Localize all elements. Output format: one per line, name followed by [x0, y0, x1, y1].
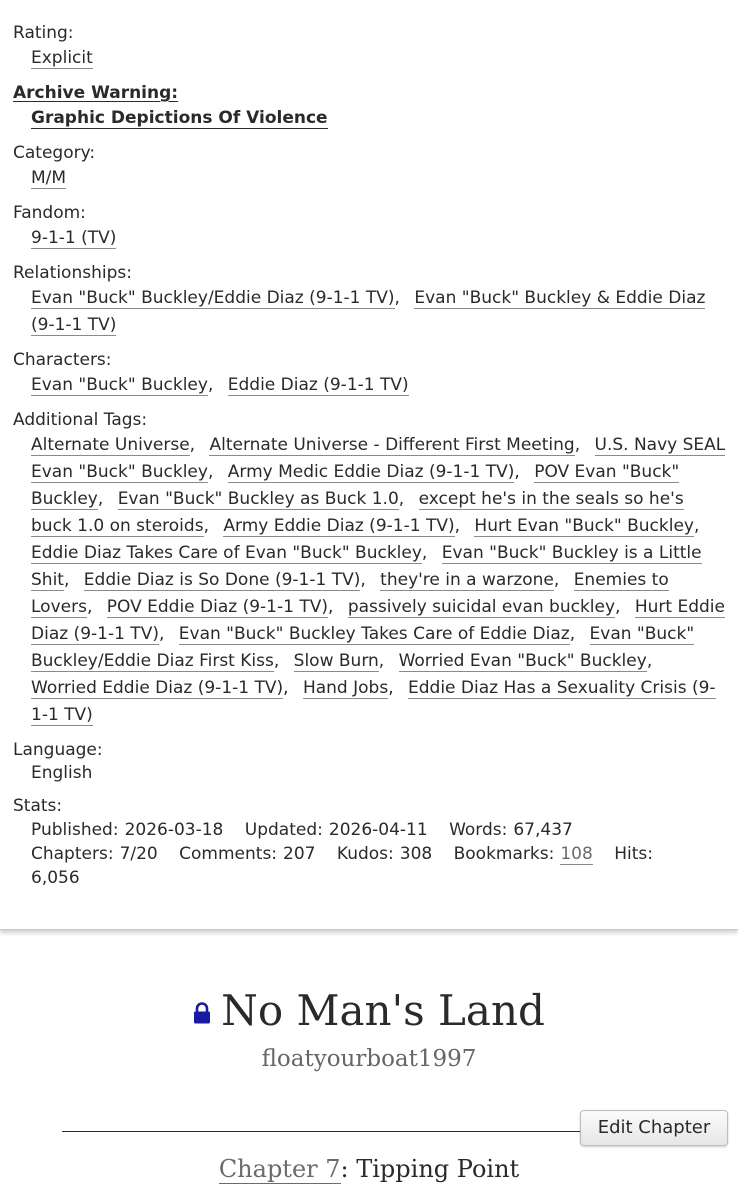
stat-bookmarks [454, 844, 593, 864]
tag-link[interactable]: Slow Burn [293, 651, 379, 671]
relationships-group [13, 262, 726, 339]
tag-link[interactable]: POV Evan "Buck" Buckley [31, 462, 680, 509]
language-group [13, 739, 726, 785]
stat-chapters-value: 7/20 [119, 844, 158, 864]
work-title-text: No Man's Land [221, 986, 545, 1035]
tag-separator: , [189, 435, 196, 455]
language-label: Language: [13, 740, 103, 760]
tag-separator: , [394, 288, 400, 308]
stat-updated [245, 820, 428, 840]
stat-words-value: 67,437 [513, 820, 573, 840]
additional-tags-values [13, 432, 726, 729]
tag-link[interactable]: Hurt Evan "Buck" Buckley [474, 516, 694, 536]
rating-label: Rating: [13, 23, 74, 43]
tag-link[interactable]: except he's in the seals so he's buck 1.0 on steroids [31, 489, 684, 536]
tag-separator: , [569, 624, 576, 644]
tag-separator: , [553, 570, 560, 590]
stat-words [449, 820, 573, 840]
tag-link[interactable]: Worried Eddie Diaz (9-1-1 TV) [31, 678, 284, 698]
tag-link[interactable]: Eddie Diaz Has a Sexuality Crisis (9-1-1 TV) [31, 678, 716, 725]
characters-group [13, 349, 726, 399]
stat-hits-value-wrap [31, 868, 80, 888]
tag-link[interactable]: Explicit [31, 48, 93, 68]
category-label: Category: [13, 143, 96, 163]
tag-separator: , [646, 651, 653, 671]
tag-separator: , [158, 624, 165, 644]
tag-separator: , [398, 489, 405, 509]
tag-link[interactable]: Evan "Buck" Buckley/Eddie Diaz (9-1-1 TV) [31, 288, 395, 308]
tag-separator: , [203, 516, 209, 536]
bookmarks-link[interactable]: 108 [560, 844, 593, 864]
stats-values [13, 818, 726, 890]
stat-updated-label: Updated: [244, 820, 323, 840]
stat-hits-label: Hits: [614, 844, 653, 864]
stats-label: Stats: [13, 796, 63, 816]
stat-comments [179, 844, 315, 864]
tag-link[interactable]: Hurt Eddie Diaz (9-1-1 TV) [31, 597, 725, 644]
stats-group [13, 795, 726, 890]
work-title [0, 985, 738, 1040]
tag-link[interactable]: they're in a warzone [380, 570, 554, 590]
lock-icon [193, 984, 211, 1036]
warning-values [13, 105, 726, 132]
chapter-title-suffix: : Tipping Point [340, 1155, 520, 1183]
tag-separator: , [615, 597, 621, 617]
work-author[interactable]: floatyourboat1997 [261, 1046, 477, 1072]
tag-link[interactable]: Worried Evan "Buck" Buckley [398, 651, 647, 671]
chapter-title [0, 1155, 738, 1183]
stat-published [31, 820, 223, 840]
tag-link[interactable]: Army Medic Eddie Diaz (9-1-1 TV) [227, 462, 515, 482]
tag-separator: , [63, 570, 70, 590]
stat-hits [614, 844, 659, 864]
tag-link[interactable]: Enemies to Lovers [31, 570, 669, 617]
tag-separator: , [388, 678, 394, 698]
tag-separator: , [574, 435, 581, 455]
stat-published-value: 2026-03-18 [124, 820, 224, 840]
stat-chapters [31, 844, 158, 864]
tag-separator: , [97, 489, 104, 509]
characters-values [13, 372, 726, 399]
tag-link[interactable]: passively suicidal evan buckley [347, 597, 616, 617]
tag-separator: , [86, 597, 93, 617]
stat-kudos-label: Kudos: [336, 844, 394, 864]
rating-group [13, 22, 726, 72]
edit-chapter-button[interactable]: Edit Chapter [580, 1110, 728, 1146]
language-value: English [31, 763, 93, 783]
additional-tags-label: Additional Tags: [13, 410, 148, 430]
tag-link[interactable]: Alternate Universe - Different First Meeting [209, 435, 575, 455]
characters-label: Characters: [13, 350, 112, 370]
tag-link[interactable]: 9-1-1 (TV) [31, 228, 117, 248]
stat-words-label: Words: [449, 820, 508, 840]
stat-updated-value: 2026-04-11 [328, 820, 428, 840]
tag-separator: , [454, 516, 460, 536]
stat-hits-value: 6,056 [31, 868, 80, 888]
fandom-values [13, 225, 726, 252]
tag-link[interactable]: Evan "Buck" Buckley is a Little Shit [31, 543, 702, 590]
tag-link[interactable]: Eddie Diaz is So Done (9-1-1 TV) [83, 570, 361, 590]
tag-separator: , [207, 462, 214, 482]
warning-label-text[interactable]: Archive Warning: [13, 83, 179, 103]
tag-link[interactable]: Evan "Buck" Buckley [31, 375, 208, 395]
relationships-label: Relationships: [13, 263, 132, 283]
rating-values [13, 45, 726, 72]
warning-label [13, 82, 726, 105]
tag-separator: , [514, 462, 520, 482]
warning-group [13, 82, 726, 132]
chapter-link[interactable]: Chapter 7 [218, 1155, 341, 1183]
stat-bookmarks-label: Bookmarks: [453, 844, 555, 864]
fandom-group [13, 202, 726, 252]
tag-link[interactable]: Hand Jobs [302, 678, 389, 698]
tag-separator: , [360, 570, 366, 590]
tag-link[interactable]: Evan "Buck" Buckley/Eddie Diaz First Kiss [31, 624, 695, 671]
stat-chapters-label: Chapters: [31, 844, 114, 864]
tag-separator: , [421, 543, 428, 563]
tag-separator: , [328, 597, 334, 617]
relationships-values [13, 285, 726, 339]
stat-comments-label: Comments: [179, 844, 278, 864]
stat-kudos [337, 844, 432, 864]
tag-separator: , [273, 651, 280, 671]
stat-published-label: Published: [31, 820, 119, 840]
tag-link[interactable]: Graphic Depictions Of Violence [31, 108, 328, 128]
tag-separator: , [207, 375, 214, 395]
tag-separator: , [693, 516, 700, 536]
stat-kudos-value: 308 [399, 844, 433, 864]
tag-link[interactable]: POV Eddie Diaz (9-1-1 TV) [106, 597, 328, 617]
tag-link[interactable]: M/M [31, 168, 67, 188]
category-group [13, 142, 726, 192]
tag-link[interactable]: Alternate Universe [31, 435, 190, 455]
fandom-label: Fandom: [13, 203, 86, 223]
category-values [13, 165, 726, 192]
tag-link[interactable]: Army Eddie Diaz (9-1-1 TV) [223, 516, 455, 536]
tag-link[interactable]: Evan "Buck" Buckley & Eddie Diaz (9-1-1 TV) [31, 288, 706, 335]
tag-link[interactable]: U.S. Navy SEAL Evan "Buck" Buckley [31, 435, 726, 482]
tag-link[interactable]: Eddie Diaz Takes Care of Evan "Buck" Buckley [31, 543, 422, 563]
chapter-divider [62, 1131, 582, 1132]
tag-link[interactable]: Evan "Buck" Buckley as Buck 1.0 [117, 489, 399, 509]
tag-separator: , [283, 678, 289, 698]
tag-separator: , [378, 651, 385, 671]
tag-link[interactable]: Eddie Diaz (9-1-1 TV) [227, 375, 409, 395]
tag-link[interactable]: Evan "Buck" Buckley Takes Care of Eddie Diaz [178, 624, 570, 644]
stat-comments-value: 207 [283, 844, 316, 864]
additional-tags-group [13, 409, 726, 729]
